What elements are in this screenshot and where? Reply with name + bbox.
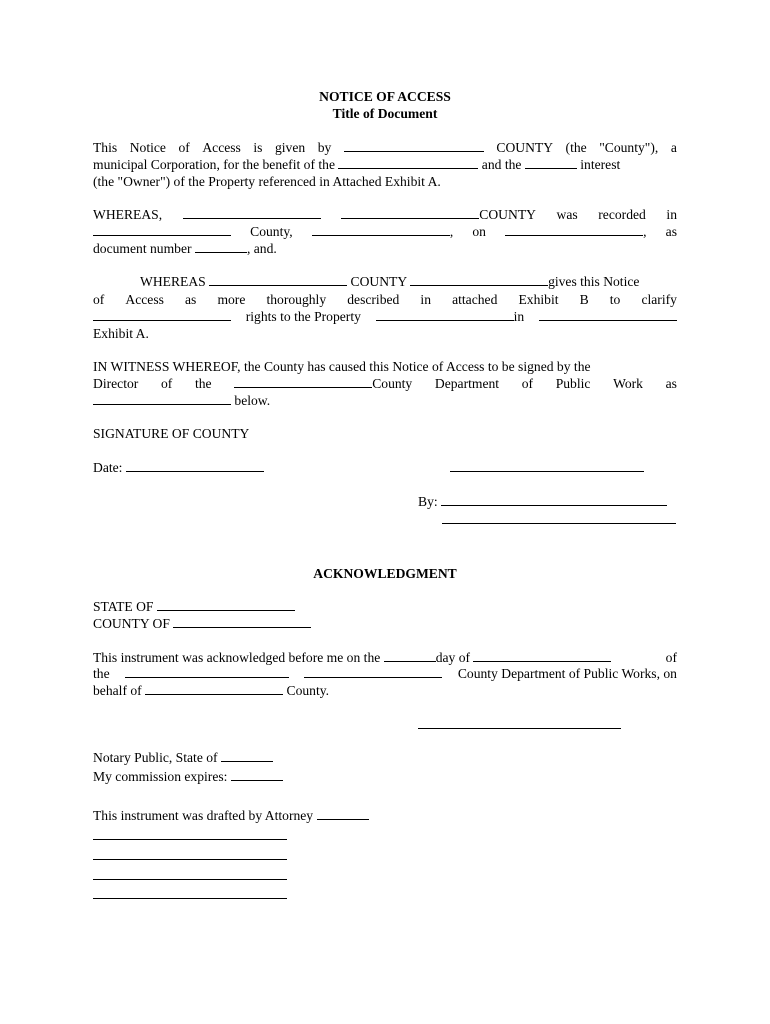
expires-blank[interactable]: [231, 768, 283, 781]
witness-line-2: Director of the County Department of Public Work as: [93, 376, 677, 391]
ack-day-blank[interactable]: [384, 649, 436, 662]
witness-blank-b[interactable]: [93, 392, 231, 405]
ack-blank-b[interactable]: [304, 665, 442, 678]
whereas2-blank-c[interactable]: [93, 308, 231, 321]
whereas1-blank-b[interactable]: [341, 206, 479, 219]
date-blank[interactable]: [126, 459, 264, 472]
whereas1-blank-a[interactable]: [183, 206, 321, 219]
county-blank[interactable]: [173, 615, 311, 628]
document-number-blank[interactable]: [195, 240, 247, 253]
whereas1-blank-c[interactable]: [93, 223, 231, 236]
whereas2-blank-a[interactable]: [209, 273, 347, 286]
whereas2-line-3: rights to the Property in: [93, 308, 677, 325]
interest-blank[interactable]: [525, 156, 577, 169]
ack-line-2: the County Department of Public Works, on: [93, 666, 677, 681]
notary-state-row: Notary Public, State of: [93, 749, 273, 766]
state-blank[interactable]: [157, 598, 295, 611]
by-row: By:: [418, 493, 667, 510]
witness-blank-a[interactable]: [234, 375, 372, 388]
whereas2-blank-d[interactable]: [376, 308, 514, 321]
whereas2-line-2: of Access as more thoroughly described in attached Exhibit B to clarify: [93, 292, 677, 307]
document-subtitle: Title of Document: [332, 106, 438, 121]
address-line-3[interactable]: [93, 867, 287, 880]
county-row: COUNTY OF: [93, 615, 311, 632]
whereas1-blank-e[interactable]: [505, 223, 643, 236]
ack-line-3: behalf of County.: [93, 683, 330, 698]
whereas2-blank-b[interactable]: [410, 273, 548, 286]
state-row: STATE OF: [93, 598, 295, 615]
whereas1-line-3: document number , and.: [93, 241, 277, 256]
signature-heading: SIGNATURE OF COUNTY: [93, 426, 250, 441]
drafted-row: This instrument was drafted by Attorney: [93, 807, 369, 824]
ack-blank-a[interactable]: [125, 665, 289, 678]
county-name-blank[interactable]: [344, 139, 484, 152]
whereas1-blank-d[interactable]: [312, 223, 450, 236]
title-line[interactable]: [442, 511, 676, 524]
witness-line-1: IN WITNESS WHEREOF, the County has caused this Notice of Access to be signed by the: [93, 359, 591, 374]
address-line-1[interactable]: [93, 827, 287, 840]
ack-heading: ACKNOWLEDGMENT: [313, 566, 457, 581]
ack-behalf-blank[interactable]: [145, 682, 283, 695]
beneficiary-blank[interactable]: [338, 156, 478, 169]
whereas2-blank-e[interactable]: [539, 308, 677, 321]
notary-expires-row: My commission expires:: [93, 768, 283, 785]
document-title: NOTICE OF ACCESS: [319, 89, 451, 104]
ack-line-1: This instrument was acknowledged before me on the day of of: [93, 650, 677, 665]
signature-line[interactable]: [450, 459, 644, 472]
witness-line-3: below.: [93, 392, 270, 409]
ack-month-blank[interactable]: [473, 649, 611, 662]
date-row: Date:: [93, 459, 264, 476]
attorney-blank[interactable]: [317, 807, 369, 820]
notary-state-blank[interactable]: [221, 749, 273, 762]
intro-line-2: municipal Corporation, for the benefit of the and the interest: [93, 157, 621, 172]
notary-signature-line[interactable]: [418, 716, 621, 729]
intro-line-3: (the "Owner") of the Property referenced in Attached Exhibit A.: [93, 174, 441, 189]
address-line-2[interactable]: [93, 847, 287, 860]
intro-line-1: This Notice of Access is given by COUNTY (the "County"), a: [93, 140, 677, 155]
whereas2-line-4: Exhibit A.: [93, 326, 149, 341]
whereas2-line-1: WHEREAS COUNTY gives this Notice: [140, 274, 640, 289]
address-line-4[interactable]: [93, 886, 287, 899]
whereas1-line-2: County, , on , as: [93, 223, 677, 240]
by-blank[interactable]: [441, 493, 667, 506]
whereas1-line-1: WHEREAS, COUNTY was recorded in: [93, 207, 677, 222]
